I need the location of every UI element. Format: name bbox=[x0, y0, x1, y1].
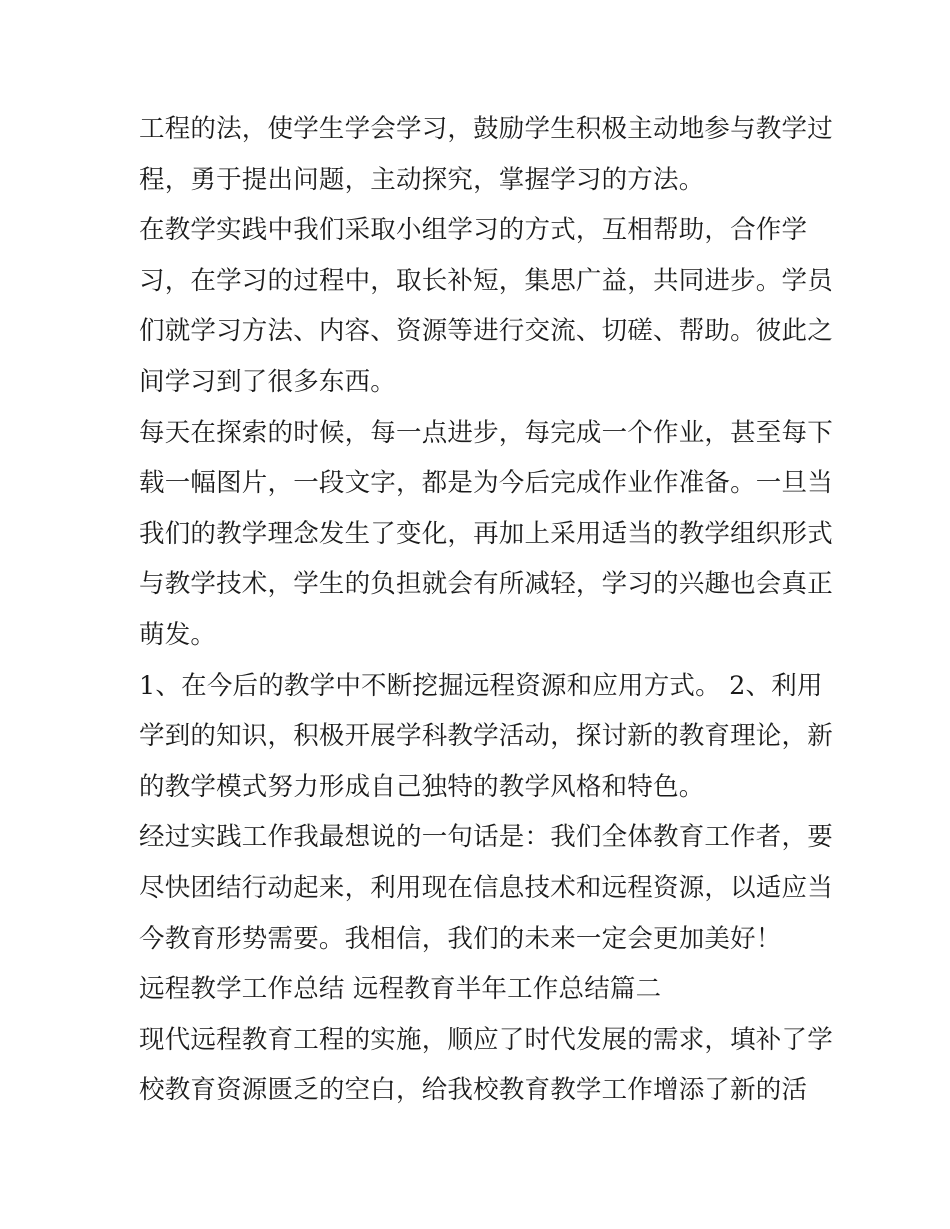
text-line: 程，勇于提出问题，主动探究，掌握学习的方法。 bbox=[139, 164, 705, 195]
text-line: 萌发。 bbox=[139, 619, 217, 650]
text-line: 我们的教学理念发生了变化，再加上采用适当的教学组织形式 bbox=[139, 518, 833, 549]
text-line: 载一幅图片，一段文字，都是为今后完成作业作准备。一旦当 bbox=[139, 468, 833, 499]
text-line: 1、在今后的教学中不断挖掘远程资源和应用方式。 2、利用 bbox=[139, 670, 823, 701]
text-line: 校教育资源匮乏的空白，给我校教育教学工作增添了新的活 bbox=[139, 1075, 808, 1106]
text-line: 间学习到了很多东西。 bbox=[139, 366, 397, 397]
text-line: 今教育形势需要。我相信，我们的未来一定会更加美好！ bbox=[139, 923, 782, 954]
document-body bbox=[139, 104, 833, 1116]
text-line: 经过实践工作我最想说的一句话是：我们全体教育工作者，要 bbox=[139, 822, 833, 853]
text-line: 的教学模式努力形成自己独特的教学风格和特色。 bbox=[139, 771, 705, 802]
text-line: 工程的法，使学生学会学习，鼓励学生积极主动地参与教学过 bbox=[139, 114, 833, 144]
text-line: 现代远程教育工程的实施，顺应了时代发展的需求，填补了学 bbox=[139, 1024, 833, 1055]
text-line: 们就学习方法、内容、资源等进行交流、切磋、帮助。彼此之 bbox=[139, 316, 833, 347]
text-line: 在教学实践中我们采取小组学习的方式，互相帮助，合作学 bbox=[139, 215, 808, 246]
section-heading: 远程教学工作总结 远程教育半年工作总结篇二 bbox=[139, 974, 662, 1005]
text-line: 尽快团结行动起来，利用现在信息技术和远程资源，以适应当 bbox=[139, 872, 833, 903]
text-line: 学到的知识，积极开展学科教学活动，探讨新的教育理论，新 bbox=[139, 721, 833, 752]
text-line: 每天在探索的时候，每一点进步，每完成一个作业，甚至每下 bbox=[139, 417, 833, 448]
text-line: 习，在学习的过程中，取长补短，集思广益，共同进步。学员 bbox=[139, 265, 833, 296]
text-line: 与教学技术，学生的负担就会有所减轻，学习的兴趣也会真正 bbox=[139, 569, 833, 600]
